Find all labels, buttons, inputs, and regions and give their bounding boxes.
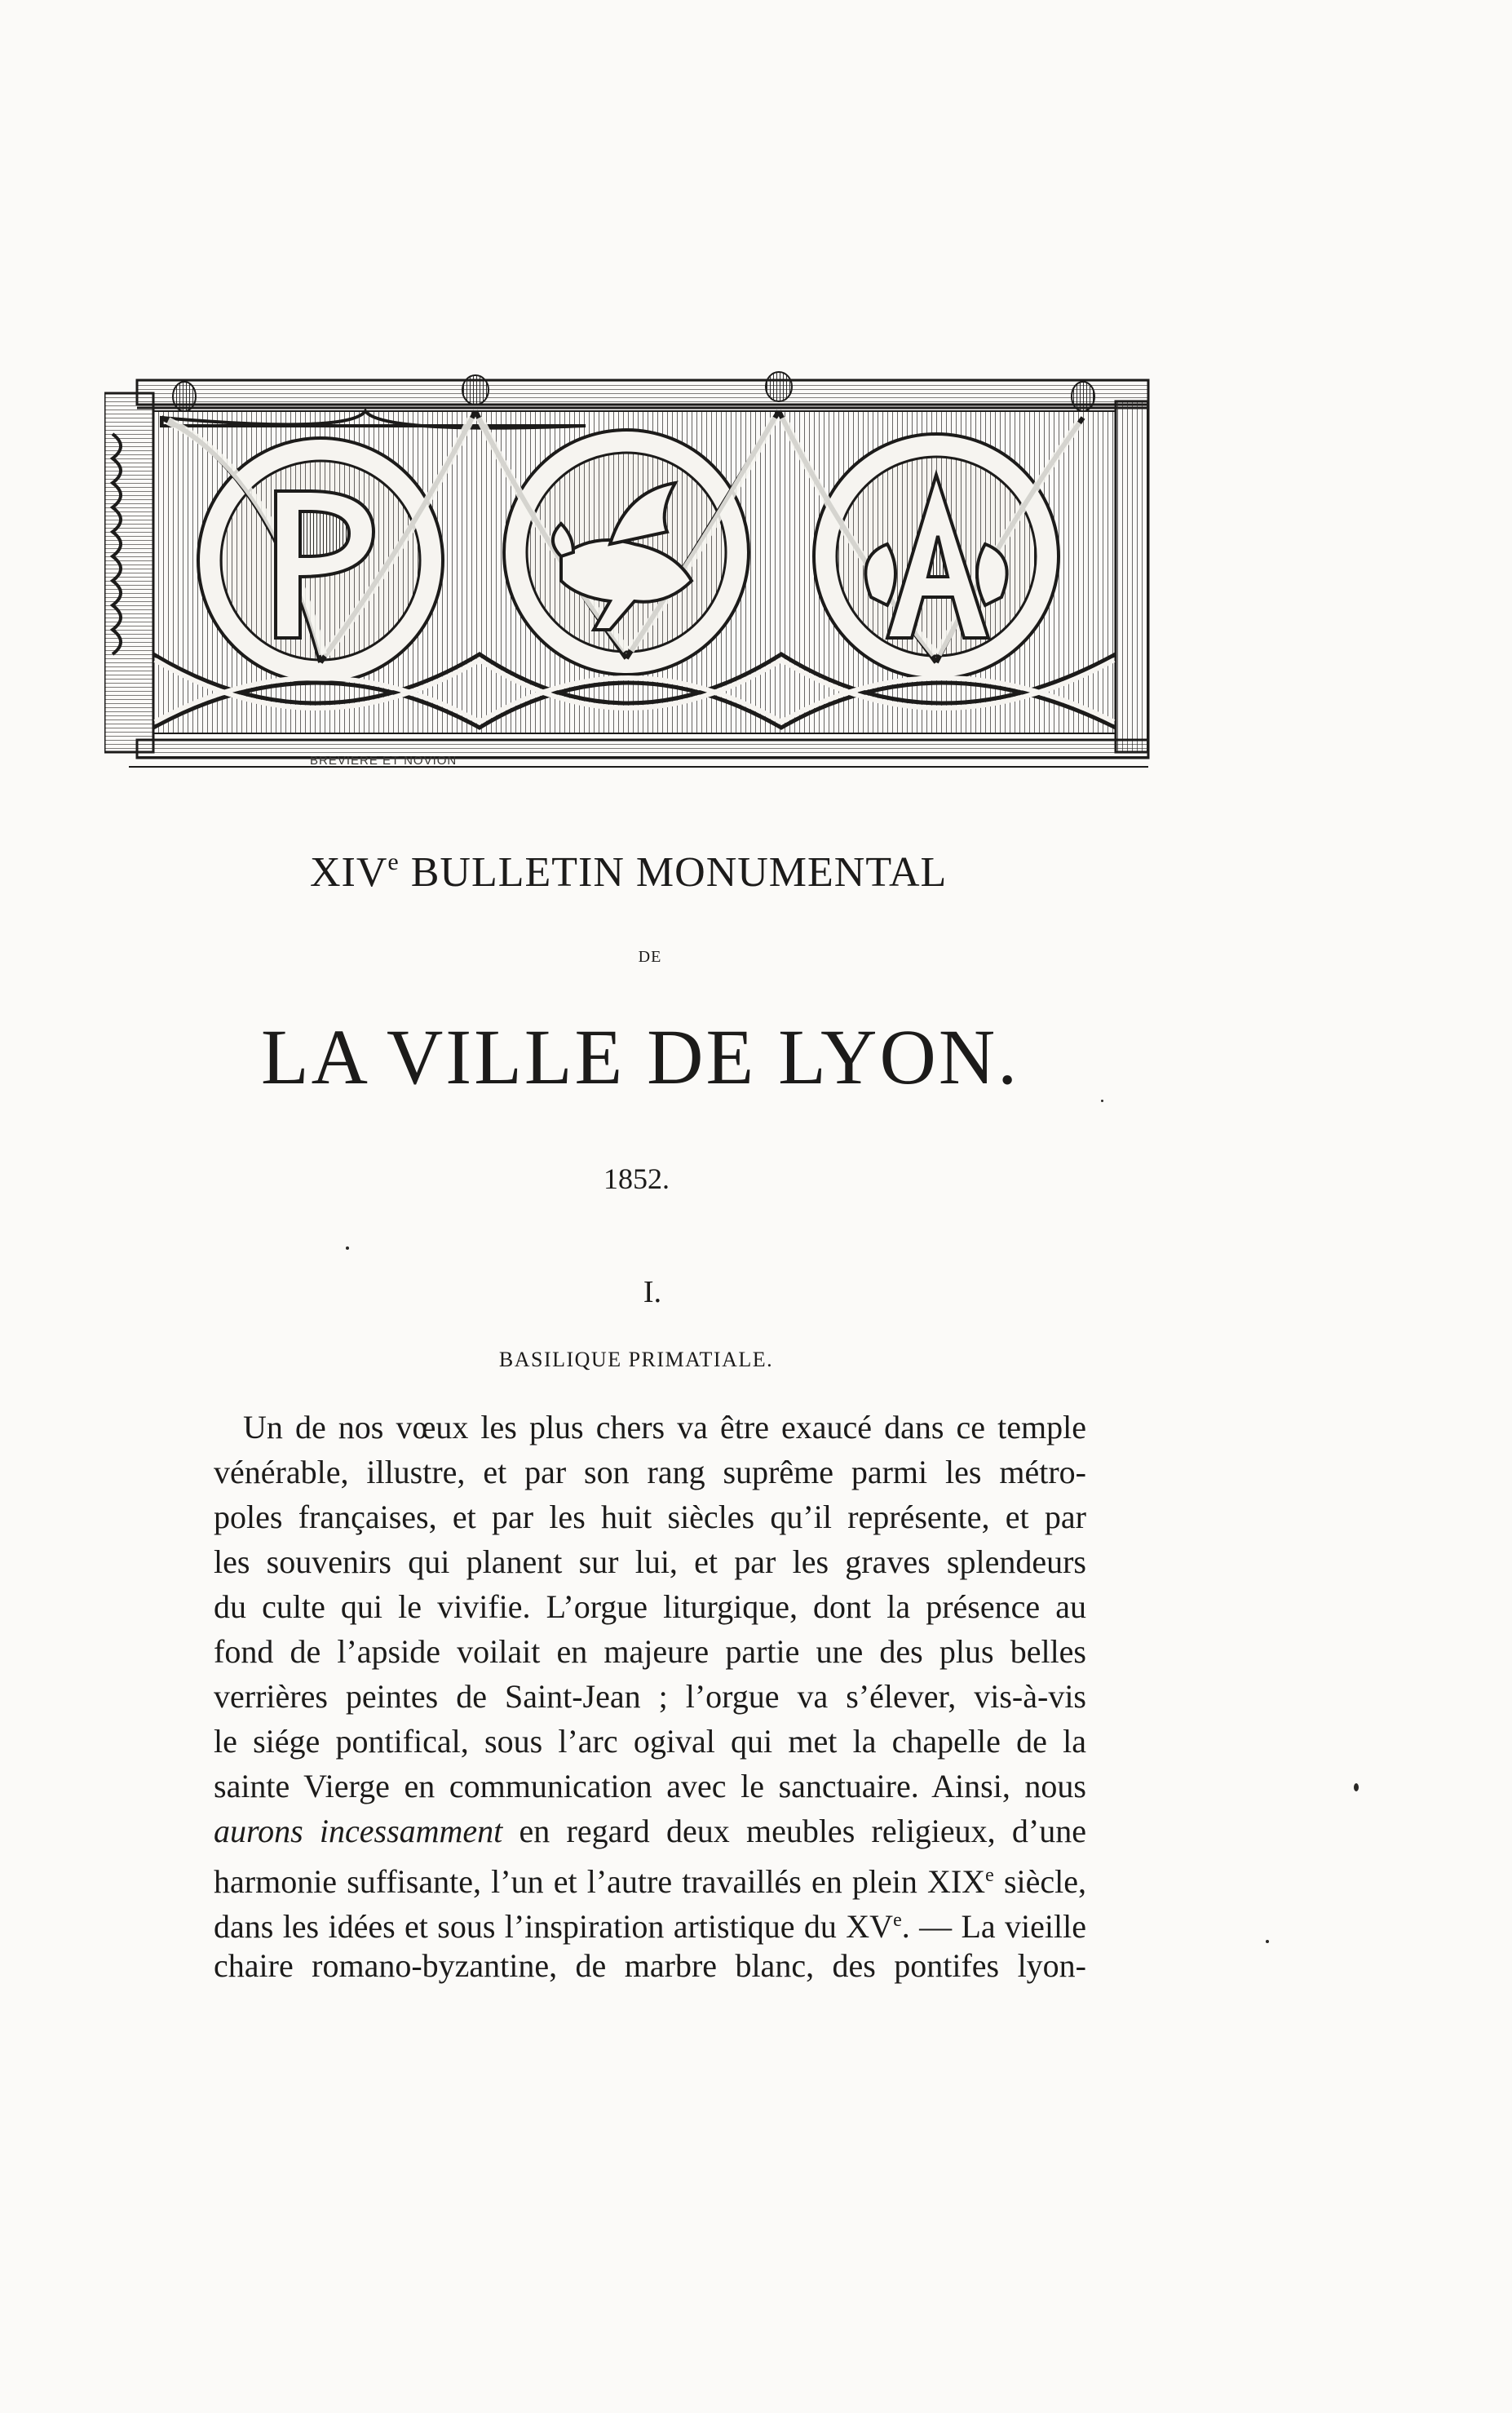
body-line: le siége pontifical, sous l’arc ogival qui met la chapelle de la <box>214 1723 1086 1760</box>
body-line-century <box>214 1853 1086 1898</box>
body-line: Un de nos vœux les plus chers va être exaucé dans ce temple <box>243 1409 1086 1446</box>
body-line: poles françaises, et par les huit siècles qu’il représente, et par <box>214 1499 1086 1535</box>
title-connector: DE <box>638 948 662 966</box>
bulletin-title <box>310 848 1003 897</box>
body-line: fond de l’apside voilait en majeure partie une des plus belles <box>214 1633 1086 1670</box>
body-line-pre: harmonie suffisante, l’un et l’autre travaillés en plein XIX <box>214 1863 986 1900</box>
body-line: les souvenirs qui planent sur lui, et par les graves splendeurs <box>214 1543 1086 1580</box>
body-line: vénérable, illustre, et par son rang suprême parmi les métro- <box>214 1454 1086 1490</box>
body-line-post: siècle, <box>993 1863 1086 1900</box>
body-line-pre: dans les idées et sous l’inspiration artistique du XV <box>214 1908 894 1945</box>
body-line: du culte qui le vivifie. L’orgue liturgique, dont la présence au <box>214 1588 1086 1625</box>
body-line-century <box>214 1898 1086 1943</box>
engraved-header-illustration <box>104 369 1165 785</box>
paper-speck <box>1354 1783 1359 1791</box>
body-line-post: . — La vieille <box>901 1908 1086 1945</box>
paper-speck <box>346 1246 349 1250</box>
section-heading: BASILIQUE PRIMATIALE. <box>498 1348 774 1371</box>
body-line: verrières peintes de Saint-Jean ; l’orgue va s’élever, vis-à-vis <box>214 1678 1086 1715</box>
publication-year: 1852. <box>603 1162 670 1195</box>
paper-speck <box>1101 1100 1103 1102</box>
century-superscript: e <box>985 1865 994 1886</box>
body-line: chaire romano-byzantine, de marbre blanc, des pontifes lyon- <box>214 1947 1086 1984</box>
engraver-signature: BREVIERE ET NOVION <box>310 754 458 768</box>
body-paragraph <box>214 1405 1086 1988</box>
body-line-rest: en regard deux meubles religieux, d’une <box>502 1813 1086 1849</box>
paper-speck <box>1266 1940 1269 1943</box>
section-number: I. <box>643 1275 662 1309</box>
city-title: LA VILLE DE LYON. <box>261 1013 1020 1100</box>
body-line-italic <box>214 1809 1086 1853</box>
title-roman-numeral: XIV <box>310 849 388 896</box>
title-superscript: e <box>387 848 400 875</box>
body-line: sainte Vierge en communication avec le sanctuaire. Ainsi, nous <box>214 1768 1086 1804</box>
gothic-panel-engraving <box>104 369 1165 785</box>
title-bulletin-text: BULLETIN MONUMENTAL <box>399 849 948 896</box>
century-superscript: e <box>893 1910 902 1931</box>
italic-phrase: aurons incessamment <box>214 1813 503 1849</box>
